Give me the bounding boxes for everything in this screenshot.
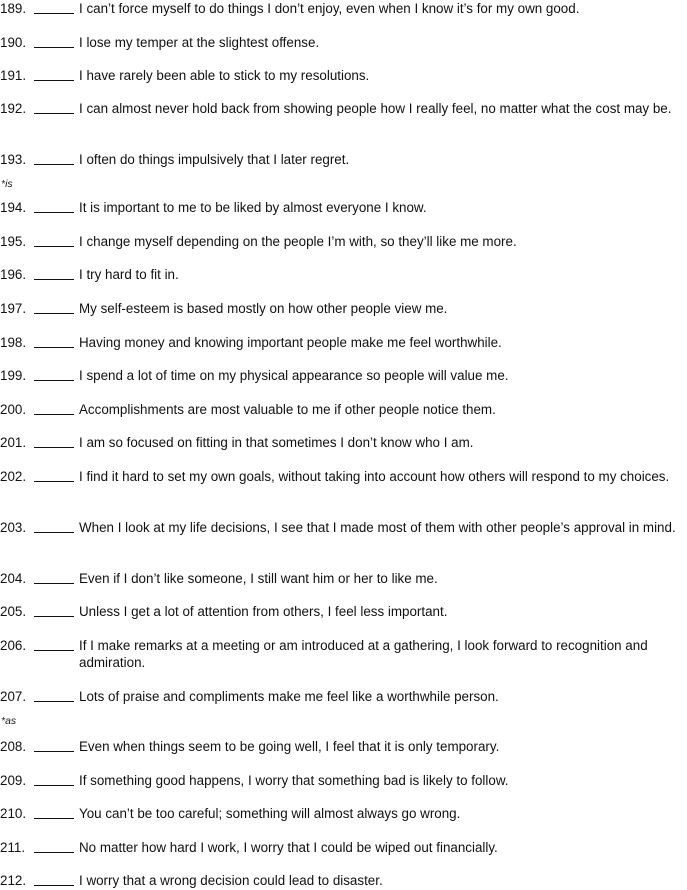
answer-blank[interactable] [34,67,74,81]
question-number: 199. [0,368,27,383]
answer-blank[interactable] [34,468,74,482]
question-text: Having money and knowing important people make me feel worthwhile. [79,335,502,350]
question-number: 206. [0,638,27,653]
question-number: 190. [0,35,27,50]
question-text: Lots of praise and compliments make me feel like a worthwhile person. [79,689,499,704]
question-number: 191. [0,68,27,83]
answer-blank[interactable] [34,688,74,702]
question-item [0,401,687,418]
question-item [0,100,687,117]
answer-blank[interactable] [34,0,74,14]
question-item [0,805,687,822]
question-number: 192. [0,101,27,116]
answer-blank[interactable] [34,603,74,617]
question-number: 205. [0,604,27,619]
question-number: 211. [0,840,26,855]
question-text: I spend a lot of time on my physical appearance so people will value me. [79,368,509,383]
question-number: 195. [0,234,27,249]
question-text: You can’t be too careful; something will almost always go wrong. [79,806,461,821]
question-item [0,637,687,671]
answer-blank[interactable] [34,233,74,247]
question-number: 208. [0,739,27,754]
question-text: My self-esteem is based mostly on how other people view me. [79,301,448,316]
question-number: 202. [0,469,27,484]
question-item [0,839,687,856]
question-item [0,334,687,351]
question-text: If something good happens, I worry that something bad is likely to follow. [79,773,509,788]
answer-blank[interactable] [34,300,74,314]
answer-blank[interactable] [34,401,74,415]
question-text: I lose my temper at the slightest offense. [79,35,320,50]
question-number: 197. [0,301,27,316]
question-item [0,151,687,168]
question-item [0,300,687,317]
answer-blank[interactable] [34,637,74,651]
scale-marker: *is [1,178,13,190]
answer-blank[interactable] [34,367,74,381]
question-item [0,199,687,216]
question-text: I am so focused on fitting in that sometimes I don’t know who I am. [79,435,474,450]
question-item [0,434,687,451]
question-item [0,367,687,384]
question-item [0,570,687,587]
question-item [0,772,687,789]
answer-blank[interactable] [34,738,74,752]
answer-blank[interactable] [34,334,74,348]
question-item [0,0,687,17]
question-number: 203. [0,520,27,535]
question-number: 209. [0,773,27,788]
answer-blank[interactable] [34,570,74,584]
question-text: I have rarely been able to stick to my resolutions. [79,68,370,83]
question-number: 210. [0,806,27,821]
answer-blank[interactable] [34,199,74,213]
question-text: Accomplishments are most valuable to me if other people notice them. [79,402,496,417]
question-number: 198. [0,335,27,350]
answer-blank[interactable] [34,34,74,48]
question-text: No matter how hard I work, I worry that I could be wiped out financially. [79,840,498,855]
question-number: 194. [0,200,27,215]
scale-marker: *as [1,715,17,727]
question-text: It is important to me to be liked by almost everyone I know. [79,200,427,215]
answer-blank[interactable] [34,100,74,114]
question-text: When I look at my life decisions, I see that I made most of them with other people’s approval in mind. [79,520,676,535]
question-item [0,233,687,250]
answer-blank[interactable] [34,772,74,786]
answer-blank[interactable] [34,805,74,819]
question-text: I often do things impulsively that I later regret. [79,152,350,167]
question-item [0,468,687,485]
question-number: 200. [0,402,27,417]
answer-blank[interactable] [34,519,74,533]
question-text: I can’t force myself to do things I don’t enjoy, even when I know it’s for my own good. [79,1,580,16]
question-number: 207. [0,689,27,704]
question-item [0,738,687,755]
question-item [0,67,687,84]
question-text: I try hard to fit in. [79,267,179,282]
question-text: I worry that a wrong decision could lead to disaster. [79,873,383,888]
answer-blank[interactable] [34,872,74,886]
question-item [0,519,687,536]
question-item [0,34,687,51]
question-text: If I make remarks at a meeting or am introduced at a gathering, I look forward to recognition and admiration. [79,638,648,670]
question-number: 204. [0,571,27,586]
question-text: Unless I get a lot of attention from others, I feel less important. [79,604,448,619]
question-text: Even if I don’t like someone, I still want him or her to like me. [79,571,438,586]
answer-blank[interactable] [34,839,74,853]
question-number: 193. [0,152,27,167]
question-text: Even when things seem to be going well, I feel that it is only temporary. [79,739,500,754]
question-text: I can almost never hold back from showing people how I really feel, no matter what the cost may be. [79,101,672,116]
question-item [0,266,687,283]
answer-blank[interactable] [34,434,74,448]
answer-blank[interactable] [34,151,74,165]
question-number: 196. [0,267,27,282]
question-number: 189. [0,1,27,16]
question-text: I find it hard to set my own goals, without taking into account how others will respond to my choices. [79,469,670,484]
question-item [0,603,687,620]
question-number: 212. [0,873,27,888]
answer-blank[interactable] [34,266,74,280]
question-item [0,688,687,705]
question-text: I change myself depending on the people I’m with, so they’ll like me more. [79,234,517,249]
question-item [0,872,687,889]
question-number: 201. [0,435,27,450]
